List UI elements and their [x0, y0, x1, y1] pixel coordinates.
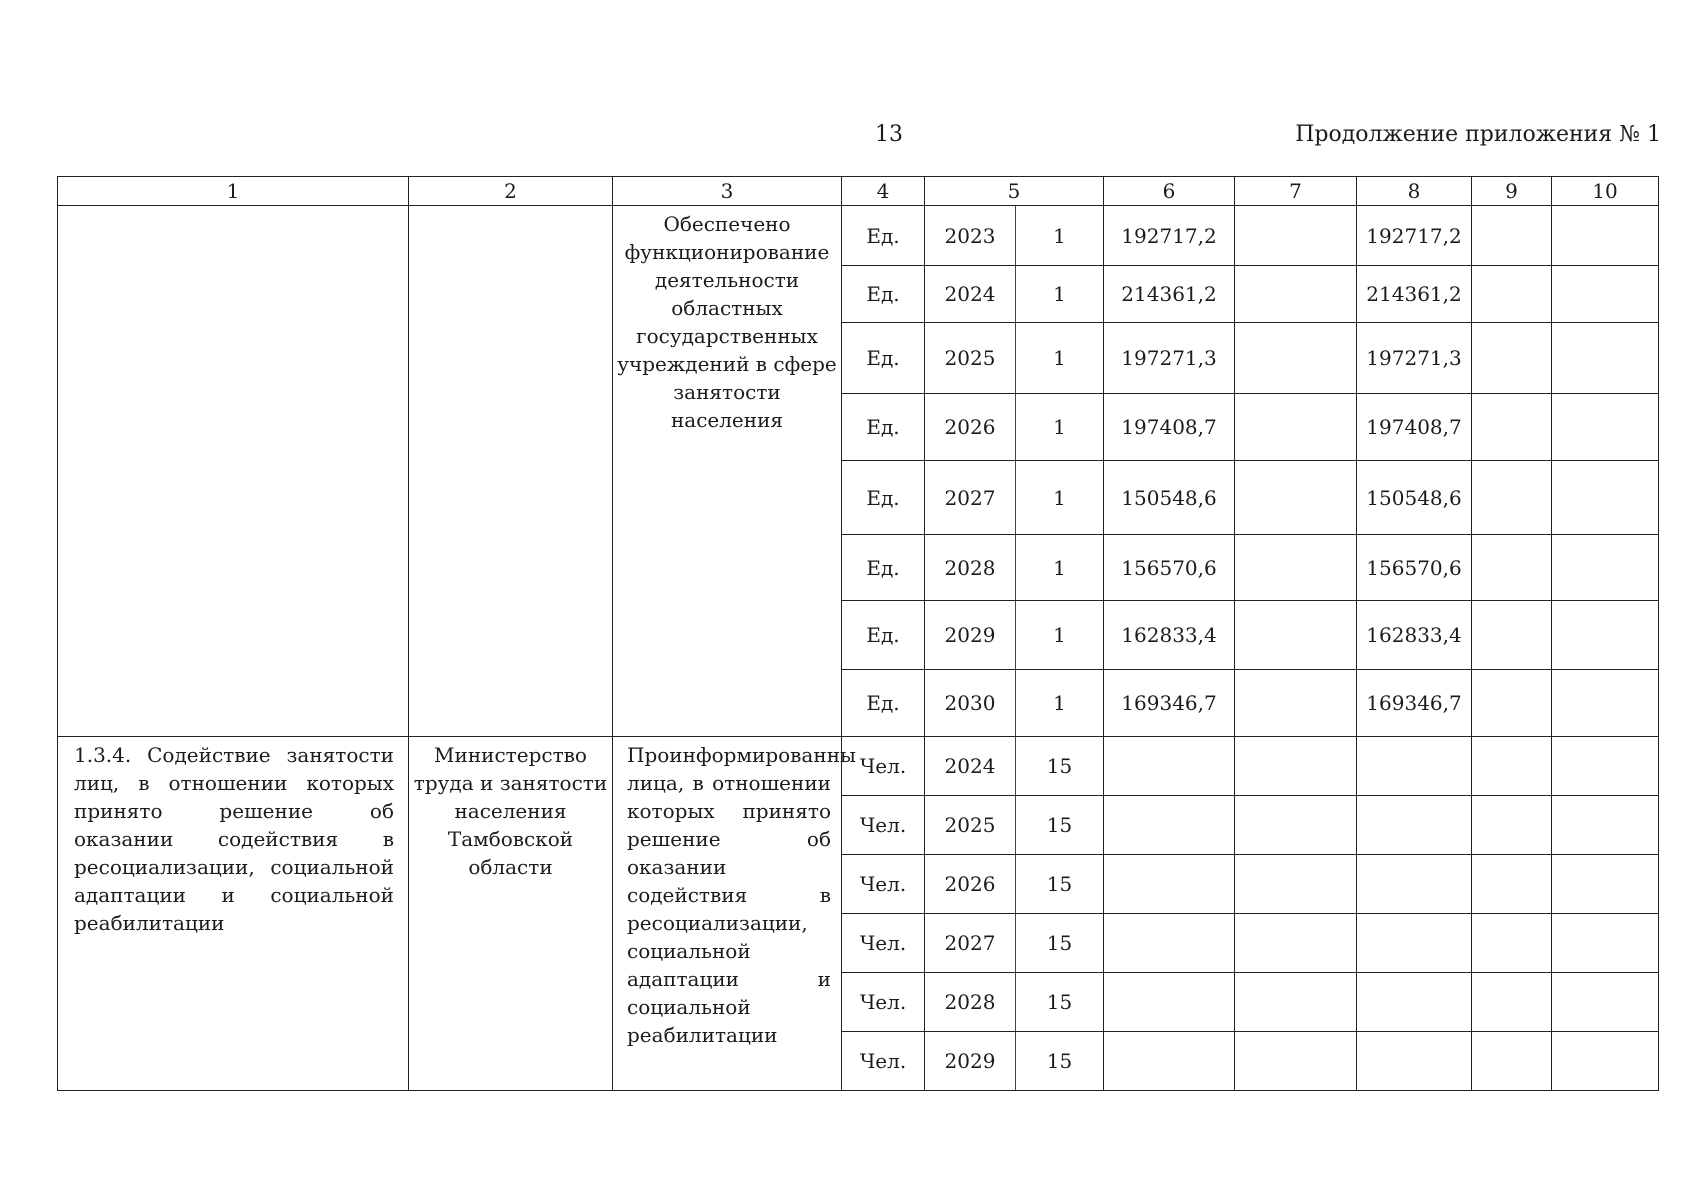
col6-cell: 162833,4 [1104, 601, 1235, 670]
responsible-cell [409, 206, 613, 737]
col7-cell [1235, 855, 1357, 914]
col6-cell: 192717,2 [1104, 206, 1235, 266]
col10-cell [1552, 394, 1659, 461]
col8-cell: 197271,3 [1357, 323, 1472, 394]
year-cell: 2027 [925, 914, 1016, 973]
appendix-note: Продолжение приложения № 1 [1295, 122, 1661, 147]
col9-cell [1472, 796, 1552, 855]
col10-cell [1552, 206, 1659, 266]
col9-cell [1472, 1032, 1552, 1091]
col6-cell: 197271,3 [1104, 323, 1235, 394]
column-header: 2 [409, 177, 613, 206]
column-header: 7 [1235, 177, 1357, 206]
col7-cell [1235, 535, 1357, 601]
year-cell: 2027 [925, 461, 1016, 535]
col7-cell [1235, 1032, 1357, 1091]
col9-cell [1472, 535, 1552, 601]
col9-cell [1472, 670, 1552, 737]
col7-cell [1235, 796, 1357, 855]
col9-cell [1472, 266, 1552, 323]
value-cell: 1 [1016, 461, 1104, 535]
col8-cell [1357, 737, 1472, 796]
col7-cell [1235, 914, 1357, 973]
value-cell: 1 [1016, 323, 1104, 394]
column-header: 5 [925, 177, 1104, 206]
unit-cell: Ед. [842, 266, 925, 323]
col10-cell [1552, 601, 1659, 670]
year-cell: 2024 [925, 737, 1016, 796]
col6-cell [1104, 1032, 1235, 1091]
column-header: 3 [613, 177, 842, 206]
col9-cell [1472, 461, 1552, 535]
year-cell: 2029 [925, 601, 1016, 670]
year-cell: 2023 [925, 206, 1016, 266]
unit-cell: Ед. [842, 461, 925, 535]
year-cell: 2026 [925, 855, 1016, 914]
col6-cell [1104, 796, 1235, 855]
table-row [58, 737, 1659, 796]
col9-cell [1472, 973, 1552, 1032]
page-number: 13 [875, 122, 903, 147]
col8-cell: 162833,4 [1357, 601, 1472, 670]
responsible-cell: Министерство труда и занятости населения Тамбовской области [409, 737, 613, 1091]
col9-cell [1472, 855, 1552, 914]
col7-cell [1235, 461, 1357, 535]
col8-cell: 192717,2 [1357, 206, 1472, 266]
unit-cell: Ед. [842, 323, 925, 394]
table-row [58, 206, 1659, 266]
col8-cell: 197408,7 [1357, 394, 1472, 461]
unit-cell: Чел. [842, 1032, 925, 1091]
value-cell: 1 [1016, 206, 1104, 266]
value-cell: 1 [1016, 266, 1104, 323]
value-cell: 15 [1016, 914, 1104, 973]
unit-cell: Чел. [842, 737, 925, 796]
col10-cell [1552, 1032, 1659, 1091]
unit-cell: Ед. [842, 206, 925, 266]
col10-cell [1552, 670, 1659, 737]
col9-cell [1472, 323, 1552, 394]
column-header: 9 [1472, 177, 1552, 206]
value-cell: 1 [1016, 670, 1104, 737]
col6-cell: 156570,6 [1104, 535, 1235, 601]
year-cell: 2028 [925, 535, 1016, 601]
result-cell: Проинформированны лица, в отношении которых принято решение об оказании содействия в ресоциализации, социальной адаптации и социальной реабилитации [613, 737, 842, 1091]
year-cell: 2025 [925, 323, 1016, 394]
value-cell: 1 [1016, 394, 1104, 461]
col6-cell: 214361,2 [1104, 266, 1235, 323]
col6-cell [1104, 973, 1235, 1032]
unit-cell: Чел. [842, 973, 925, 1032]
col8-cell [1357, 855, 1472, 914]
unit-cell: Ед. [842, 535, 925, 601]
col10-cell [1552, 914, 1659, 973]
value-cell: 15 [1016, 1032, 1104, 1091]
column-header: 10 [1552, 177, 1659, 206]
value-cell: 1 [1016, 535, 1104, 601]
col10-cell [1552, 855, 1659, 914]
col6-cell: 169346,7 [1104, 670, 1235, 737]
col8-cell [1357, 914, 1472, 973]
col7-cell [1235, 601, 1357, 670]
col8-cell [1357, 973, 1472, 1032]
col7-cell [1235, 323, 1357, 394]
value-cell: 1 [1016, 601, 1104, 670]
col9-cell [1472, 914, 1552, 973]
value-cell: 15 [1016, 973, 1104, 1032]
col7-cell [1235, 266, 1357, 323]
column-header: 8 [1357, 177, 1472, 206]
row-label-cell: 1.3.4. Содействие занятости лиц, в отношении которых принято решение об оказании содействия в ресоциализации, социальной адаптации и социальной реабилитации [58, 737, 409, 1091]
col9-cell [1472, 601, 1552, 670]
col10-cell [1552, 973, 1659, 1032]
col8-cell: 214361,2 [1357, 266, 1472, 323]
value-cell: 15 [1016, 737, 1104, 796]
col8-cell [1357, 796, 1472, 855]
unit-cell: Ед. [842, 601, 925, 670]
column-header: 6 [1104, 177, 1235, 206]
col9-cell [1472, 206, 1552, 266]
column-header: 1 [58, 177, 409, 206]
col6-cell: 197408,7 [1104, 394, 1235, 461]
col7-cell [1235, 973, 1357, 1032]
value-cell: 15 [1016, 796, 1104, 855]
col6-cell [1104, 737, 1235, 796]
year-cell: 2025 [925, 796, 1016, 855]
value-cell: 15 [1016, 855, 1104, 914]
col10-cell [1552, 461, 1659, 535]
col6-cell: 150548,6 [1104, 461, 1235, 535]
unit-cell: Ед. [842, 394, 925, 461]
year-cell: 2030 [925, 670, 1016, 737]
unit-cell: Ед. [842, 670, 925, 737]
column-header: 4 [842, 177, 925, 206]
col7-cell [1235, 670, 1357, 737]
col9-cell [1472, 394, 1552, 461]
col8-cell: 156570,6 [1357, 535, 1472, 601]
col9-cell [1472, 737, 1552, 796]
year-cell: 2029 [925, 1032, 1016, 1091]
unit-cell: Чел. [842, 914, 925, 973]
col6-cell [1104, 855, 1235, 914]
year-cell: 2028 [925, 973, 1016, 1032]
unit-cell: Чел. [842, 855, 925, 914]
row-label-cell [58, 206, 409, 737]
appendix-table [57, 176, 1659, 1091]
year-cell: 2026 [925, 394, 1016, 461]
col10-cell [1552, 266, 1659, 323]
col10-cell [1552, 737, 1659, 796]
header-row [58, 177, 1659, 206]
col8-cell: 169346,7 [1357, 670, 1472, 737]
unit-cell: Чел. [842, 796, 925, 855]
col10-cell [1552, 535, 1659, 601]
result-cell: Обеспечено функционирование деятельности областных государственных учреждений в сфере занятости населения [613, 206, 842, 737]
col6-cell [1104, 914, 1235, 973]
col10-cell [1552, 796, 1659, 855]
col7-cell [1235, 737, 1357, 796]
col8-cell: 150548,6 [1357, 461, 1472, 535]
col7-cell [1235, 206, 1357, 266]
col8-cell [1357, 1032, 1472, 1091]
col7-cell [1235, 394, 1357, 461]
year-cell: 2024 [925, 266, 1016, 323]
col10-cell [1552, 323, 1659, 394]
